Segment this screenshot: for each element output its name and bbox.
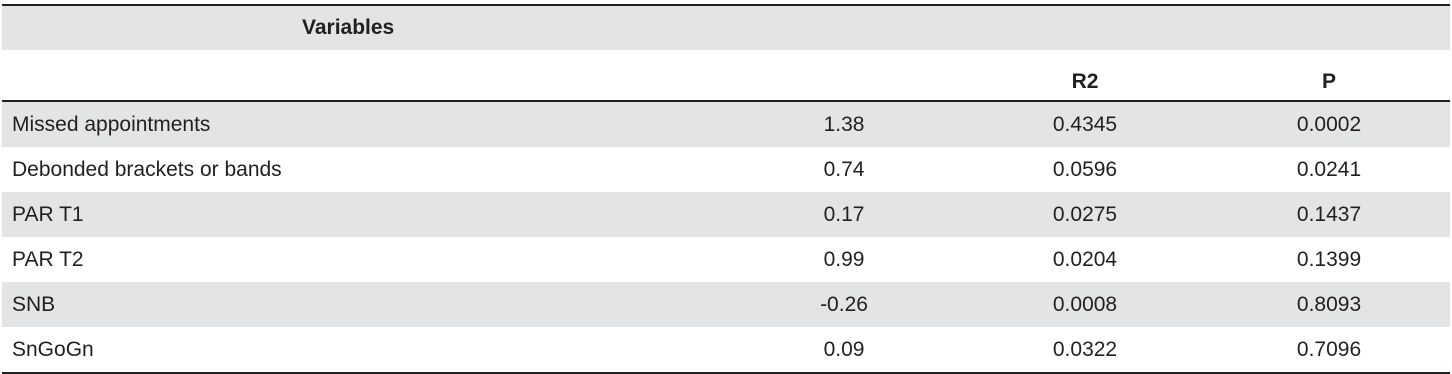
column-header-variable [2,50,726,101]
p-cell: 0.8093 [1208,282,1450,327]
regression-table [2,4,1450,374]
b-cell: 0.99 [823,247,865,271]
table-header [2,5,1450,101]
variable-cell: PAR T1 [2,192,726,237]
r2-cell: 0.0204 [1052,247,1118,271]
table-row [2,147,1450,192]
table-title: Variables [2,5,1450,50]
p-cell: 0.1437 [1208,192,1450,237]
r2-cell: 0.0596 [1052,157,1118,181]
p-cell: 0.0002 [1208,101,1450,147]
table-title-row [2,5,1450,50]
variable-cell: SnGoGn [2,327,726,373]
table-row [2,282,1450,327]
column-header-r2: R2 [962,50,1208,101]
r2-cell: 0.4345 [962,101,1208,147]
column-header-p: P [1208,50,1450,101]
table-row [2,237,1450,282]
b-cell: 0.74 [823,157,865,181]
column-header-b [726,50,962,101]
b-cell: -0.26 [726,282,962,327]
r2-cell: 0.0322 [962,327,1208,373]
b-cell: 0.17 [726,192,962,237]
b-cell: 1.38 [726,101,962,147]
b-cell: 0.09 [726,327,962,373]
p-cell: 0.0241 [1296,157,1362,181]
table-body [2,101,1450,373]
column-header-row [2,50,1450,101]
table-row [2,101,1450,147]
variable-cell: Debonded brackets or bands [12,157,282,181]
r2-cell: 0.0275 [962,192,1208,237]
variable-cell: PAR T2 [12,247,84,271]
table-row [2,327,1450,373]
variable-cell: Missed appointments [2,101,726,147]
table-row [2,192,1450,237]
p-cell: 0.7096 [1208,327,1450,373]
p-cell: 0.1399 [1296,247,1362,271]
r2-cell: 0.0008 [962,282,1208,327]
variable-cell: SNB [2,282,726,327]
